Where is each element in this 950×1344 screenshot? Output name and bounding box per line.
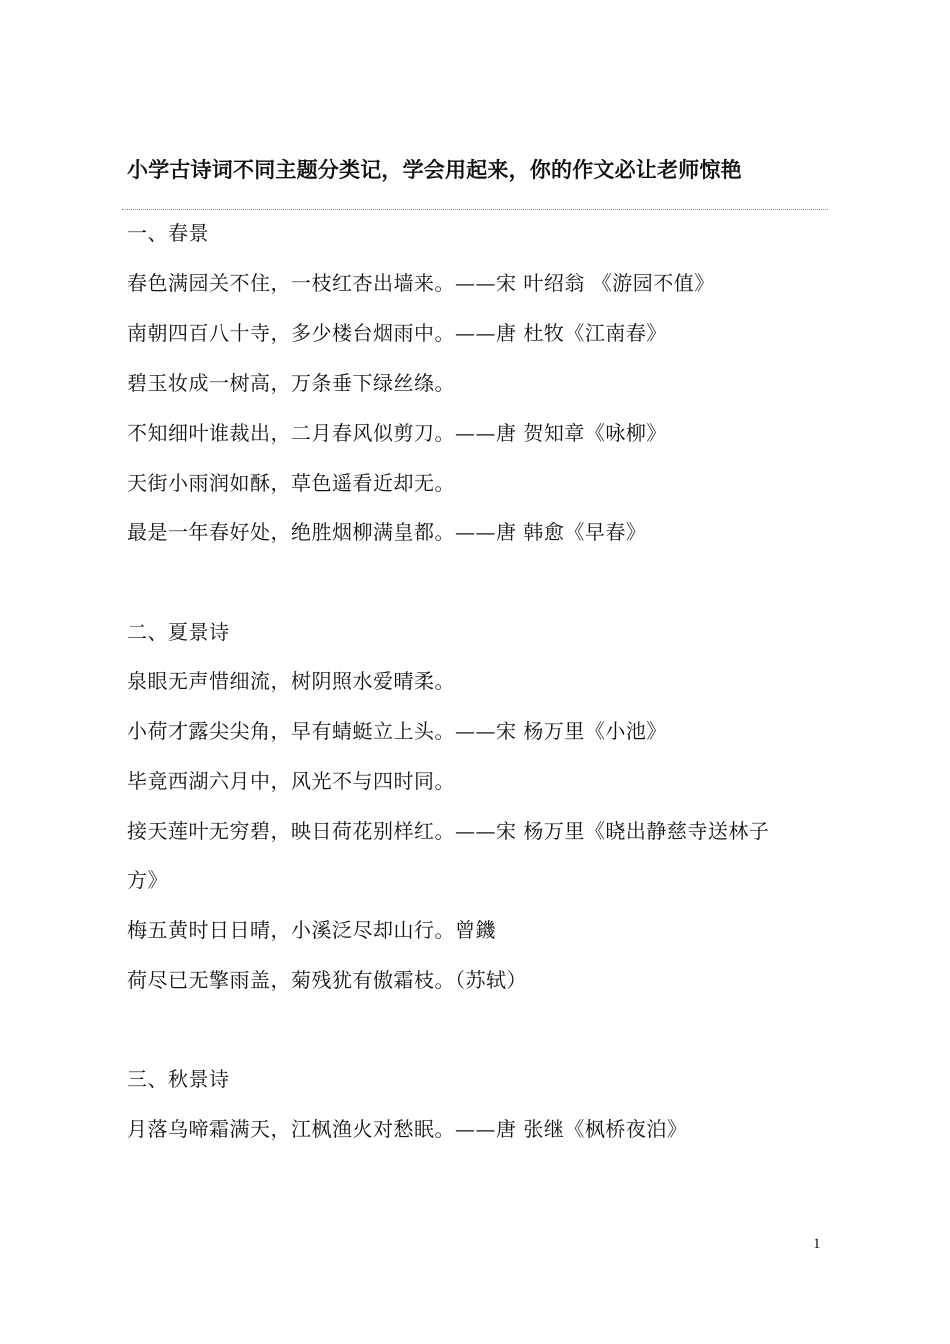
section-heading-spring: 一、春景 — [127, 221, 209, 245]
poem-line: 月落乌啼霜满天，江枫渔火对愁眠。——唐 张继《枫桥夜泊》 — [127, 1117, 688, 1141]
poem-line: 春色满园关不住，一枝红杏出墙来。——宋 叶绍翁 《游园不值》 — [127, 271, 715, 295]
poem-line: 不知细叶谁裁出，二月春风似剪刀。——唐 贺知章《咏柳》 — [127, 421, 667, 445]
poem-line: 接天莲叶无穷碧，映日荷花别样红。——宋 杨万里《晓出静慈寺送林子 — [127, 819, 770, 843]
poem-line: 小荷才露尖尖角，早有蜻蜓立上头。——宋 杨万里《小池》 — [127, 719, 667, 743]
poem-line: 毕竟西湖六月中，风光不与四时同。 — [127, 769, 455, 793]
section-heading-summer: 二、夏景诗 — [127, 620, 230, 644]
poem-line: 碧玉妆成一树高，万条垂下绿丝绦。 — [127, 371, 455, 395]
poem-line: 南朝四百八十寺，多少楼台烟雨中。——唐 杜牧《江南春》 — [127, 321, 667, 345]
poem-line: 梅五黄时日日晴，小溪泛尽却山行。曾鐖 — [127, 918, 496, 942]
poem-line: 方》 — [127, 868, 168, 892]
document-title: 小学古诗词不同主题分类记，学会用起来，你的作文必让老师惊艳 — [127, 157, 742, 182]
poem-line: 泉眼无声惜细流，树阴照水爱晴柔。 — [127, 669, 455, 693]
page-number: 1 — [813, 1236, 821, 1252]
poem-line: 荷尽已无擎雨盖，菊残犹有傲霜枝。（苏轼） — [127, 968, 527, 992]
poem-line: 最是一年春好处，绝胜烟柳满皇都。——唐 韩愈《早春》 — [127, 520, 647, 544]
poem-line: 天街小雨润如酥，草色遥看近却无。 — [127, 471, 455, 495]
section-heading-autumn: 三、秋景诗 — [127, 1067, 230, 1091]
title-divider — [122, 209, 828, 210]
